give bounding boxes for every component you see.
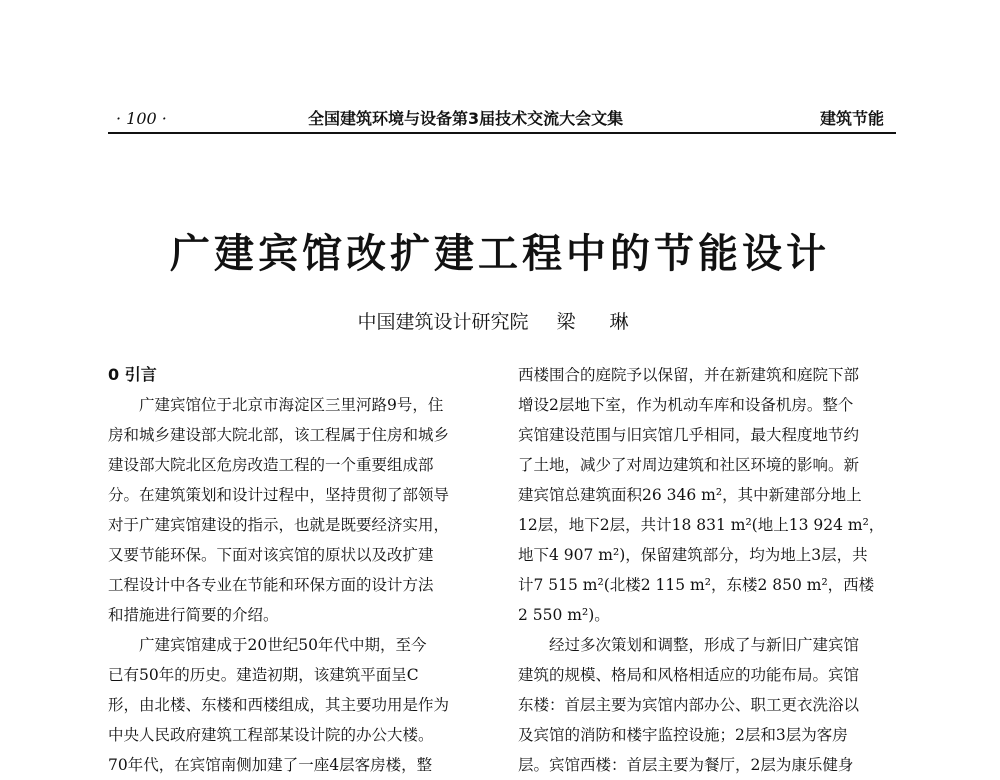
author-institution: 中国建筑设计研究院 xyxy=(357,311,529,333)
left-paragraph-1 xyxy=(108,390,496,630)
text-line: 对于广建宾馆建设的指示，也就是既要经济实用， xyxy=(108,516,450,534)
running-header xyxy=(108,108,896,134)
text-line: 层。宾馆西楼：首层主要为餐厅，2层为康乐健身 xyxy=(518,756,854,774)
right-paragraph-1 xyxy=(518,360,906,630)
text-line: 分。在建筑策划和设计过程中，坚持贯彻了部领导 xyxy=(108,486,450,504)
text-line: 70年代，在宾馆南侧加建了一座4层客房楼，整 xyxy=(108,756,433,774)
text-line: 已有50年的历史。建造初期，该建筑平面呈C xyxy=(108,666,419,684)
article-title: 广建宾馆改扩建工程中的节能设计 xyxy=(170,231,830,277)
text-line: 地下4 907 m²)，保留建筑部分，均为地上3层，共 xyxy=(518,546,868,564)
text-line: 东楼：首层主要为宾馆内部办公、职工更衣洗浴以 xyxy=(518,696,860,714)
text-line: 西楼围合的庭院予以保留，并在新建筑和庭院下部 xyxy=(518,366,860,384)
text-line: 宾馆建设范围与旧宾馆几乎相同，最大程度地节约 xyxy=(518,426,860,444)
text-line: 计7 515 m²(北楼2 115 m²，东楼2 850 m²，西楼 xyxy=(518,576,875,594)
left-column xyxy=(108,360,496,774)
section-heading-introduction: 0 引言 xyxy=(108,365,157,384)
text-line: 12层，地下2层，共计18 831 m²(地上13 924 m²， xyxy=(518,516,885,534)
text-line: 增设2层地下室，作为机动车库和设备机房。整个 xyxy=(518,396,854,414)
text-line: 工程设计中各专业在节能和环保方面的设计方法 xyxy=(108,576,434,594)
text-line: 建筑的规模、格局和风格相适应的功能布局。宾馆 xyxy=(518,666,860,684)
section-label: 建筑节能 xyxy=(819,109,884,128)
text-line: 及宾馆的消防和楼宇监控设施；2层和3层为客房 xyxy=(518,726,848,744)
text-line: 又要节能环保。下面对该宾馆的原状以及改扩建 xyxy=(108,546,434,564)
page-number: · 100 · xyxy=(116,109,167,128)
text-line: 建宾馆总建筑面积26 346 m²，其中新建部分地上 xyxy=(518,486,862,504)
text-line: 2 550 m²)。 xyxy=(518,606,610,624)
right-paragraph-2 xyxy=(518,630,906,780)
text-line: 了土地，减少了对周边建筑和社区环境的影响。新 xyxy=(518,456,860,474)
text-line: 经过多次策划和调整，形成了与新旧广建宾馆 xyxy=(549,636,860,654)
author-name: 梁 琳 xyxy=(556,311,643,333)
left-paragraph-2 xyxy=(108,630,496,780)
right-column xyxy=(518,360,906,774)
journal-title: 全国建筑环境与设备第3届技术交流大会文集 xyxy=(308,109,624,128)
text-line: 广建宾馆建成于20世纪50年代中期，至今 xyxy=(139,636,427,654)
author-line xyxy=(0,308,1000,336)
text-line: 和措施进行简要的介绍。 xyxy=(108,606,279,624)
text-line: 房和城乡建设部大院北部，该工程属于住房和城乡 xyxy=(108,426,450,444)
text-line: 形，由北楼、东楼和西楼组成，其主要功用是作为 xyxy=(108,696,450,714)
text-line: 广建宾馆位于北京市海淀区三里河路9号，住 xyxy=(139,396,444,414)
text-line: 建设部大院北区危房改造工程的一个重要组成部 xyxy=(108,456,434,474)
text-line: 中央人民政府建筑工程部某设计院的办公大楼。 xyxy=(108,726,434,744)
